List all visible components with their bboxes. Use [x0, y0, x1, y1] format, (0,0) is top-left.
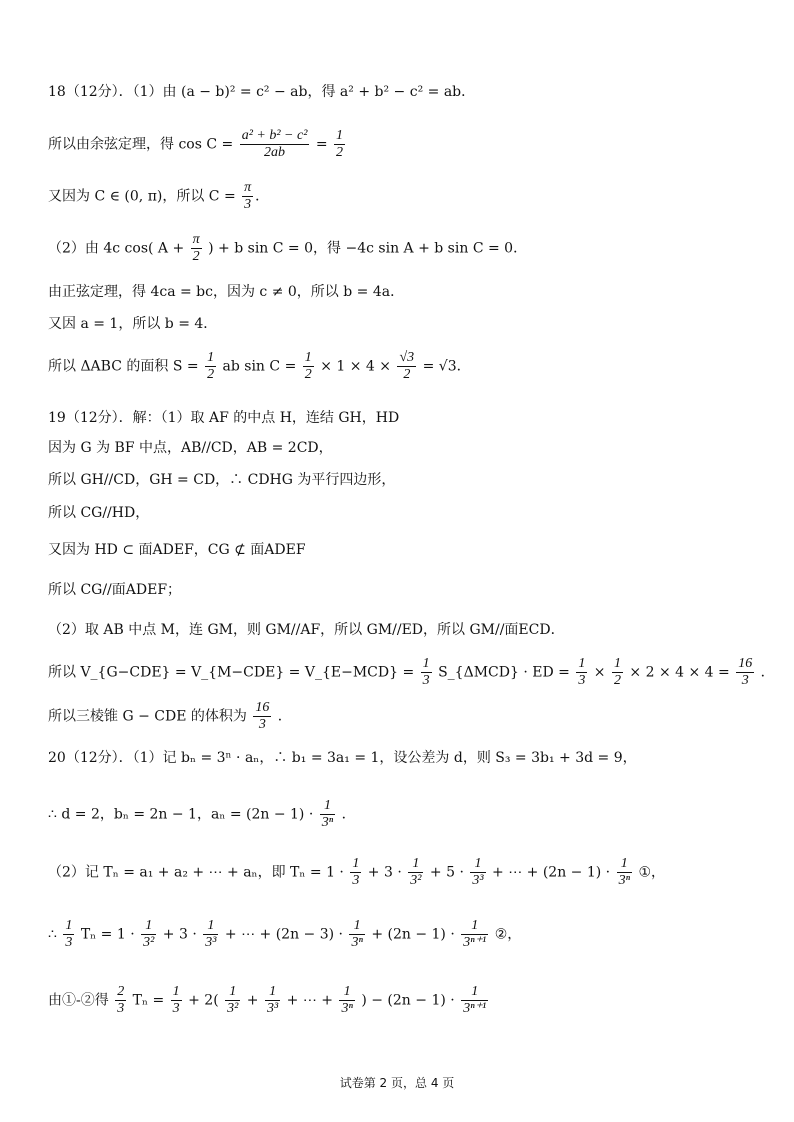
fraction: $\frac{1}{\text{3ⁿ}}$: [618, 856, 630, 888]
fraction: $\frac{1}{2}$: [304, 350, 312, 382]
fraction: $\frac{1}{\text{3³}}$: [472, 856, 484, 888]
cosine-law-line: 所以由余弦定理，得 cos C = $\frac{\text{a² + b² − c²}}{2ab}$ = $\frac{1}{2}$: [48, 128, 344, 160]
fraction: $\frac{1}{2}$: [207, 350, 215, 382]
fraction: $\frac{2}{3}$: [117, 984, 125, 1016]
subtraction-line: 由①-②得 $\frac{2}{3}$ Tₙ = $\frac{1}{3}$ + 2( $\frac{1}{\text{3²}}$ + $\frac{1}{\text{3³}}$ + ⋯ + $\frac{1}{\text{3ⁿ}}$ ) − (2n − 1) · $\frac{1}{\text{3ⁿ⁺¹}}$: [48, 984, 487, 1016]
solution-18-part1: 18（12分）．（1）由 (a − b)² = c² − ab，得 a² + b² − c² = ab．: [48, 84, 476, 100]
solution-19-line6: 所以 CG//面ADEF；: [48, 582, 182, 598]
fraction: $\frac{1}{\text{3²}}$: [143, 918, 155, 950]
fraction: $\frac{1}{\text{3ⁿ}}$: [341, 984, 353, 1016]
fraction: $\frac{1}{\text{3²}}$: [227, 984, 239, 1016]
general-term-line: ∴ d = 2，bₙ = 2n − 1，aₙ = (2n − 1) · $\frac{1}{\text{3ⁿ}}$ ．: [48, 798, 356, 830]
fraction: $\frac{1}{3}$: [578, 656, 586, 688]
solution-19-line4: 所以 CG//HD，: [48, 505, 150, 521]
fraction: $\frac{16}{3}$: [255, 700, 270, 732]
fraction: $\frac{1}{\text{3ⁿ}}$: [321, 798, 334, 830]
fraction: $\frac{1}{3}$: [172, 984, 180, 1016]
b-value-line: 又因 a = 1，所以 b = 4．: [48, 316, 218, 332]
angle-c-line: 又因为 C ∈ (0, π)，所以 C = $\frac{\pi}{3}$ ．: [48, 180, 270, 212]
solution-19-line2: 因为 G 为 BF 中点，AB//CD，AB = 2CD，: [48, 440, 333, 456]
fraction: $\frac{√3}{2}$: [399, 350, 415, 382]
area-line: 所以 ΔABC 的面积 S = $\frac{1}{2}$ ab sin C = $\frac{1}{2}$ × 1 × 4 × $\frac{√3}{2}$ = √3．: [48, 350, 471, 382]
fraction: $\frac{1}{\text{3²}}$: [410, 856, 422, 888]
solution-19-line5: 又因为 HD ⊂ 面ADEF，CG ⊄ 面ADEF: [48, 542, 306, 558]
solution-19-part1: 19（12分）．解：（1）取 AF 的中点 H，连结 GH，HD: [48, 410, 400, 426]
fraction: $\frac{16}{3}$: [738, 656, 753, 688]
sum-line-2: ∴ $\frac{1}{3}$ Tₙ = 1 · $\frac{1}{\text{3²}}$ + 3 · $\frac{1}{\text{3³}}$ + ⋯ + (2n − 3) · $\frac{1}{\text{3ⁿ}}$ + (2n − 1) · $\frac{1}{\text{3ⁿ⁺¹}}$ ②，: [48, 918, 522, 950]
fraction: $\frac{1}{3}$: [422, 656, 430, 688]
solution-19-part2: （2）取 AB 中点 M，连 GM，则 GM//AF，所以 GM//ED，所以 GM//面ECD．: [48, 622, 565, 638]
fraction: $\frac{1}{\text{3ⁿ⁺¹}}$: [463, 984, 487, 1016]
fraction: $\frac{1}{2}$: [336, 128, 344, 160]
sine-law-line: 由正弦定理，得 4ca = bc，因为 c ≠ 0，所以 b = 4a．: [48, 284, 405, 300]
volume-result-line: 所以三棱锥 G − CDE 的体积为 $\frac{16}{3}$ ．: [48, 700, 292, 732]
solution-18-part2: （2）由 4c cos( A + $\frac{\pi}{2}$ ) + b sin C = 0，得 −4c sin A + b sin C = 0．: [48, 232, 528, 264]
fraction: $\frac{1}{\text{3ⁿ}}$: [351, 918, 363, 950]
fraction: $\frac{1}{3}$: [352, 856, 360, 888]
solution-20-part1: 20（12分）．（1）记 bₙ = 3ⁿ · aₙ，∴ b₁ = 3a₁ = 1，设公差为 d，则 S₃ = 3b₁ + 3d = 9，: [48, 750, 637, 766]
solution-19-line3: 所以 GH//CD，GH = CD，∴ CDHG 为平行四边形，: [48, 472, 396, 488]
page-footer: 试卷第 2 页，总 4 页: [339, 1076, 455, 1090]
sum-line-1: （2）记 Tₙ = a₁ + a₂ + ⋯ + aₙ，即 Tₙ = 1 · $\frac{1}{3}$ + 3 · $\frac{1}{\text{3²}}$ + 5 · $\frac{1}{\text{3³}}$ + ⋯ + (2n − 1) · $\frac{1}{\text{3ⁿ}}$ ①，: [48, 856, 666, 888]
volume-line: 所以 V_{G−CDE} = V_{M−CDE} = V_{E−MCD} = $\frac{1}{3}$ S_{ΔMCD} · ED = $\frac{1}{3}$ × $\frac{1}{2}$ × 2 × 4 × 4 = $\frac{16}{3}$ ．: [48, 656, 775, 688]
fraction: $\frac{1}{\text{3ⁿ⁺¹}}$: [463, 918, 487, 950]
fraction: $\frac{1}{\text{3³}}$: [205, 918, 217, 950]
fraction: $\frac{1}{2}$: [613, 656, 621, 688]
fraction: $\frac{\text{a² + b² − c²}}{2ab}$: [241, 128, 308, 160]
fraction: $\frac{\pi}{3}$: [244, 180, 252, 212]
fraction: $\frac{1}{\text{3³}}$: [266, 984, 279, 1016]
fraction: $\frac{1}{3}$: [65, 918, 73, 950]
fraction: $\frac{\pi}{2}$: [192, 232, 200, 264]
